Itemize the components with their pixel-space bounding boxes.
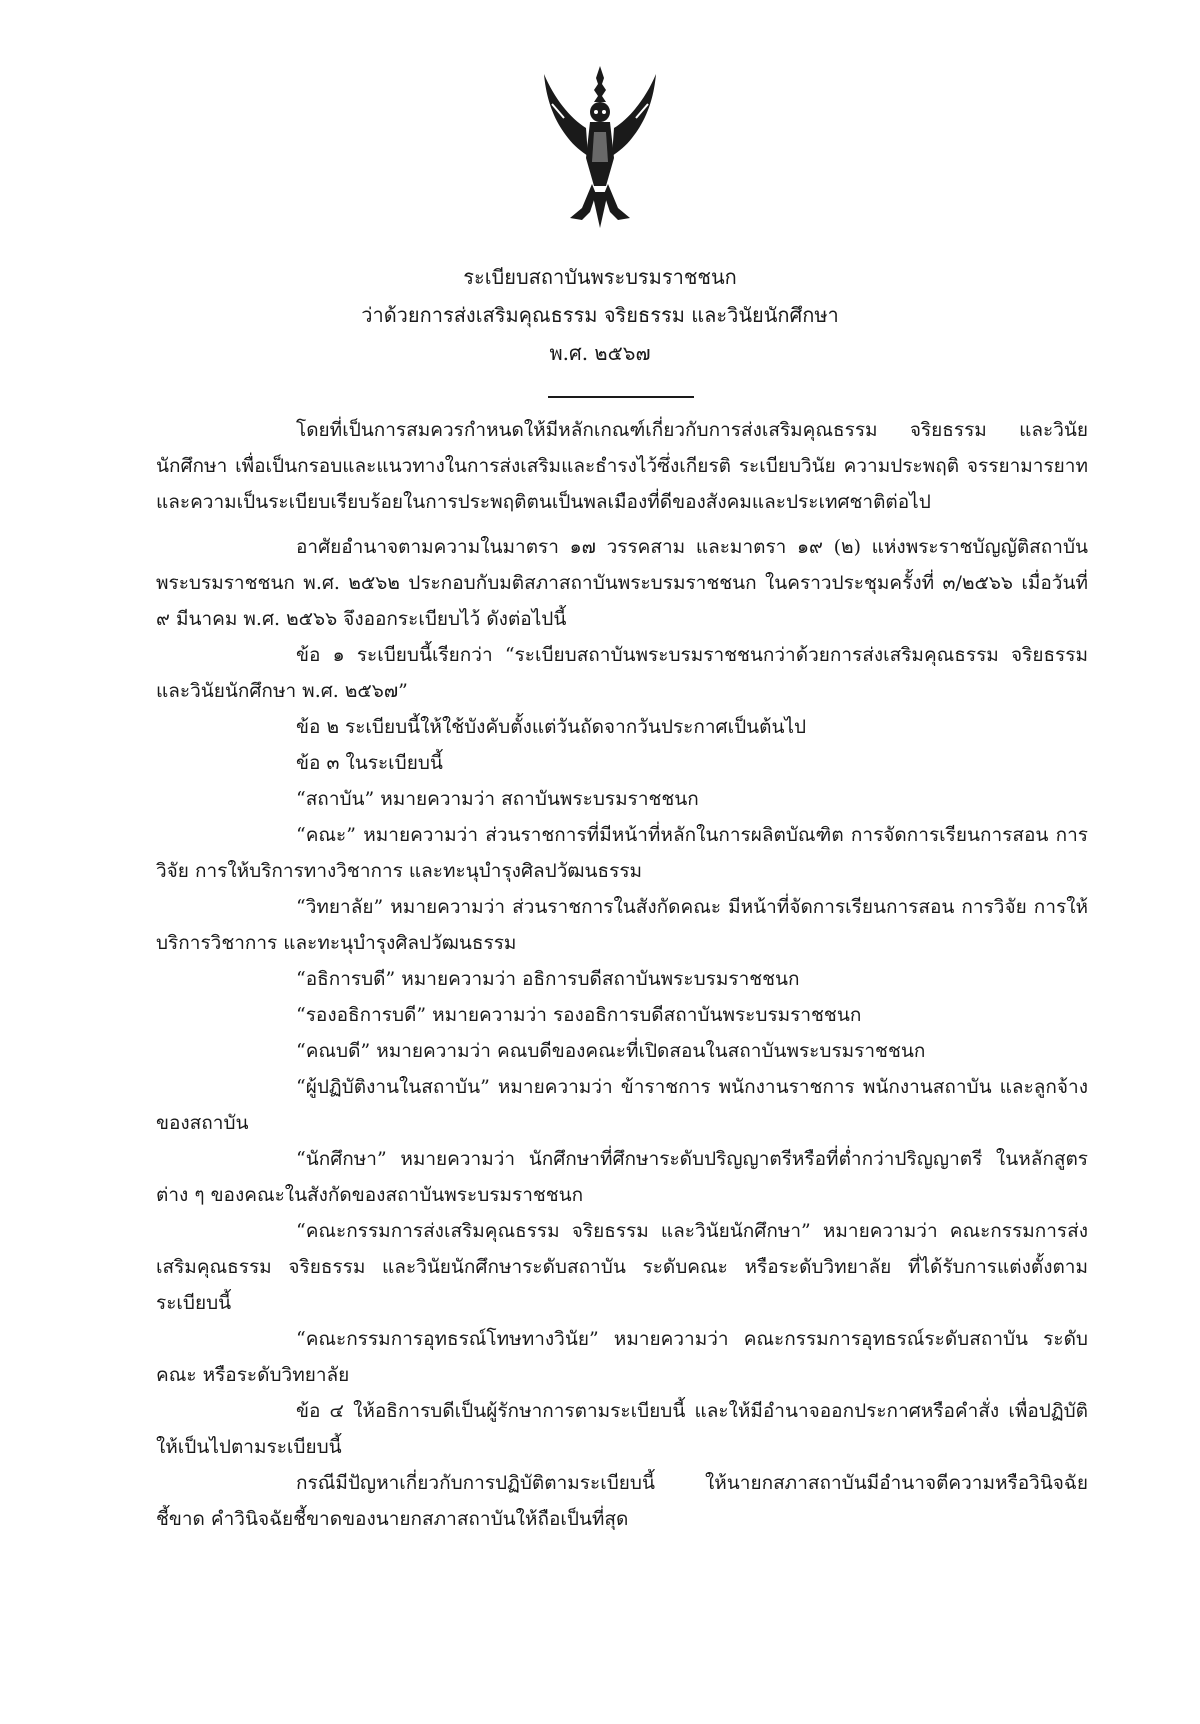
title-divider — [548, 396, 694, 398]
clause-4-paragraph: ข้อ ๔ ให้อธิการบดีเป็นผู้รักษาการตามระเบียบนี้ และให้มีอำนาจออกประกาศหรือคำสั่ง เพื่อปฏิบัติให้เป็นไปตามระเบียบนี้ — [156, 1400, 1088, 1458]
interpretation-paragraph: กรณีมีปัญหาเกี่ยวกับการปฏิบัติตามระเบียบนี้ ให้นายกสภาสถาบันมีอำนาจตีความหรือวินิจฉัยชี้ขาด คำวินิจฉัยชี้ขาดของนายกสภาสถาบันให้ถือเป็นที่สุด — [156, 1472, 1088, 1530]
definition-faculty: “คณะ” หมายความว่า ส่วนราชการที่มีหน้าที่หลักในการผลิตบัณฑิต การจัดการเรียนการสอน การวิจัย การให้บริการทางวิชาการ และทะนุบำรุงศิลปวัฒนธรรม — [156, 824, 1088, 882]
definition-student: “นักศึกษา” หมายความว่า นักศึกษาที่ศึกษาระดับปริญญาตรีหรือที่ต่ำกว่าปริญญาตรี ในหลักสูตรต่าง ๆ ของคณะในสังกัดของสถาบันพระบรมราชชนก — [156, 1148, 1088, 1206]
preamble-paragraph: โดยที่เป็นการสมควรกำหนดให้มีหลักเกณฑ์เกี่ยวกับการส่งเสริมคุณธรรม จริยธรรม และวินัยนักศึกษา เพื่อเป็นกรอบและแนวทางในการส่งเสริมและธำรงไว้ซึ่งเกียรติ ระเบียบวินัย ความประพฤติ จรรยามารยาท และความเป็นระเบียบเรียบร้อยในการประพฤติตนเป็นพลเมืองที่ดีของสังคมและประเทศชาติต่อไป — [156, 419, 1088, 513]
doc-title-line-2: ว่าด้วยการส่งเสริมคุณธรรม จริยธรรม และวินัยนักศึกษา — [361, 303, 839, 327]
doc-title-line-1: ระเบียบสถาบันพระบรมราชชนก — [463, 265, 737, 289]
document-body — [156, 412, 1088, 1537]
definition-president: “อธิการบดี” หมายความว่า อธิการบดีสถาบันพระบรมราชชนก — [296, 968, 800, 990]
definition-vice-president: “รองอธิการบดี” หมายความว่า รองอธิการบดีสถาบันพระบรมราชชนก — [296, 1004, 862, 1026]
definition-staff: “ผู้ปฏิบัติงานในสถาบัน” หมายความว่า ข้าราชการ พนักงานราชการ พนักงานสถาบัน และลูกจ้างของสถาบัน — [156, 1076, 1088, 1134]
definition-promotion-committee: “คณะกรรมการส่งเสริมคุณธรรม จริยธรรม และวินัยนักศึกษา” หมายความว่า คณะกรรมการส่งเสริมคุณธรรม จริยธรรม และวินัยนักศึกษาระดับสถาบัน ระดับคณะ หรือระดับวิทยาลัย ที่ได้รับการแต่งตั้งตามระเบียบนี้ — [156, 1220, 1088, 1314]
doc-title-year: พ.ศ. ๒๕๖๗ — [549, 341, 651, 365]
clause-3-paragraph: ข้อ ๓ ในระเบียบนี้ — [296, 752, 443, 774]
definition-college: “วิทยาลัย” หมายความว่า ส่วนราชการในสังกัดคณะ มีหน้าที่จัดการเรียนการสอน การวิจัย การให้บริการวิชาการ และทะนุบำรุงศิลปวัฒนธรรม — [156, 896, 1088, 954]
garuda-emblem-icon — [536, 62, 664, 232]
definition-dean: “คณบดี” หมายความว่า คณบดีของคณะที่เปิดสอนในสถาบันพระบรมราชชนก — [296, 1040, 926, 1062]
clause-2-paragraph: ข้อ ๒ ระเบียบนี้ให้ใช้บังคับตั้งแต่วันถัดจากวันประกาศเป็นต้นไป — [296, 716, 807, 738]
clause-1-paragraph: ข้อ ๑ ระเบียบนี้เรียกว่า “ระเบียบสถาบันพระบรมราชชนกว่าด้วยการส่งเสริมคุณธรรม จริยธรรม และวินัยนักศึกษา พ.ศ. ๒๕๖๗” — [156, 644, 1088, 702]
authority-paragraph: อาศัยอำนาจตามความในมาตรา ๑๗ วรรคสาม และมาตรา ๑๙ (๒) แห่งพระราชบัญญัติสถาบันพระบรมราชชนก พ.ศ. ๒๕๖๒ ประกอบกับมติสภาสถาบันพระบรมราชชนก ในคราวประชุมครั้งที่ ๓/๒๕๖๖ เมื่อวันที่ ๙ มีนาคม พ.ศ. ๒๕๖๖ จึงออกระเบียบไว้ ดังต่อไปนี้ — [156, 536, 1088, 630]
definition-institute: “สถาบัน” หมายความว่า สถาบันพระบรมราชชนก — [296, 788, 699, 810]
definition-appeal-committee: “คณะกรรมการอุทธรณ์โทษทางวินัย” หมายความว่า คณะกรรมการอุทธรณ์ระดับสถาบัน ระดับคณะ หรือระดับวิทยาลัย — [156, 1328, 1088, 1386]
